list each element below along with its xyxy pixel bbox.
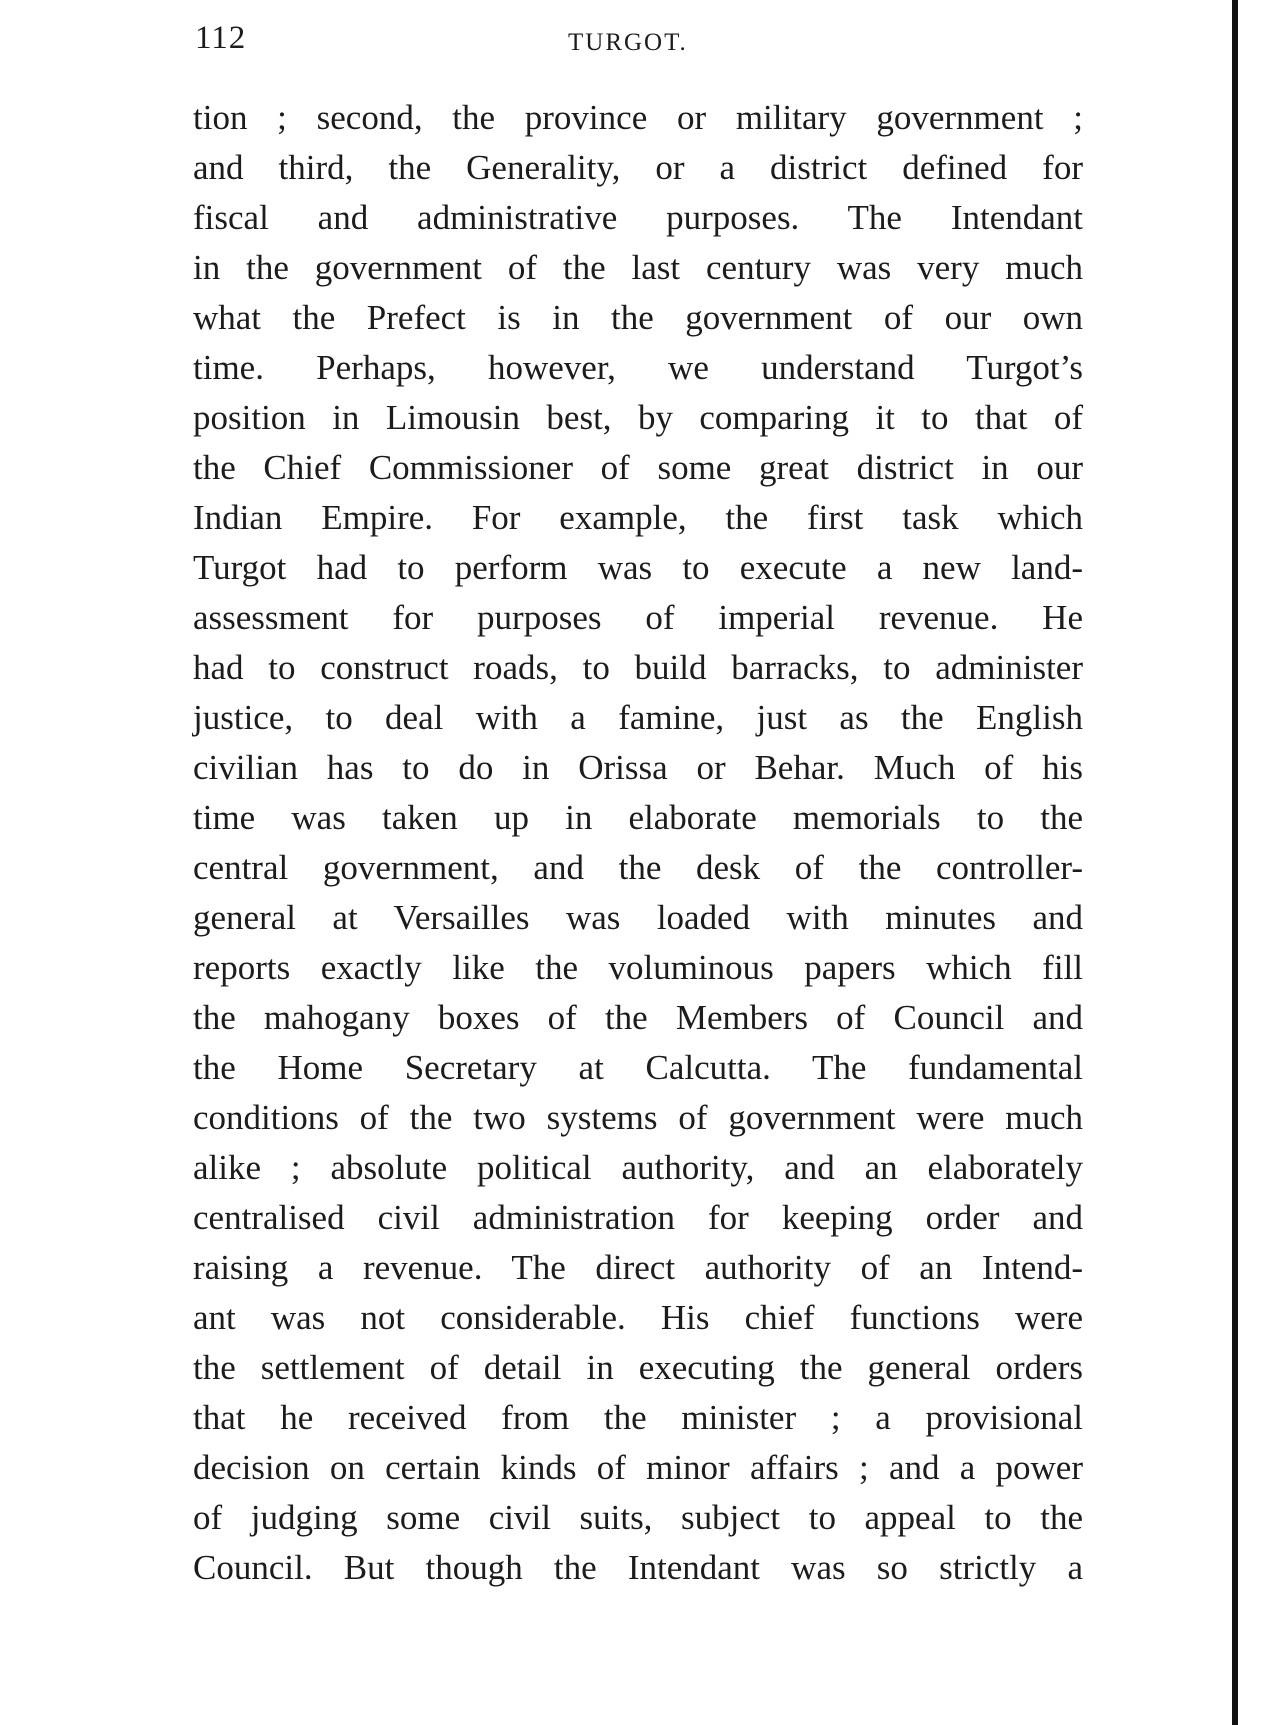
body-text (193, 93, 1083, 1593)
text-line: central government, and the desk of the controller- (193, 848, 1083, 887)
text-line: of judging some civil suits, subject to appeal to the (193, 1498, 1083, 1537)
text-line: the Home Secretary at Calcutta. The fundamental (193, 1048, 1083, 1087)
text-line: time was taken up in elaborate memorials to the (193, 798, 1083, 837)
text-line: had to construct roads, to build barracks, to administer (193, 648, 1083, 687)
text-line: that he received from the minister ; a provisional (193, 1398, 1083, 1437)
text-line: raising a revenue. The direct authority of an Intend- (193, 1248, 1083, 1287)
running-head: TURGOT. (568, 29, 688, 56)
text-line: centralised civil administration for keeping order and (193, 1198, 1083, 1237)
text-line: fiscal and administrative purposes. The Intendant (193, 198, 1083, 237)
text-line: and third, the Generality, or a district defined for (193, 148, 1083, 187)
text-line: Indian Empire. For example, the first task which (193, 498, 1083, 537)
page-number: 112 (195, 20, 247, 56)
text-line: civilian has to do in Orissa or Behar. Much of his (193, 748, 1083, 787)
text-line: decision on certain kinds of minor affairs ; and a power (193, 1448, 1083, 1487)
text-line: in the government of the last century was very much (193, 248, 1083, 287)
text-line: position in Limousin best, by comparing it to that of (193, 398, 1083, 437)
text-line: what the Prefect is in the government of our own (193, 298, 1083, 337)
text-line: assessment for purposes of imperial revenue. He (193, 598, 1083, 637)
text-line: Council. But though the Intendant was so strictly a (193, 1548, 1083, 1587)
text-line: reports exactly like the voluminous papers which fill (193, 948, 1083, 987)
text-line: the mahogany boxes of the Members of Council and (193, 998, 1083, 1037)
text-line: the settlement of detail in executing the general orders (193, 1348, 1083, 1387)
text-line: justice, to deal with a famine, just as the English (193, 698, 1083, 737)
text-line: Turgot had to perform was to execute a new land- (193, 548, 1083, 587)
page-edge-rule (1232, 0, 1238, 1725)
text-line: time. Perhaps, however, we understand Turgot’s (193, 348, 1083, 387)
text-line: alike ; absolute political authority, and an elaborately (193, 1148, 1083, 1187)
text-line: the Chief Commissioner of some great district in our (193, 448, 1083, 487)
text-line: conditions of the two systems of government were much (193, 1098, 1083, 1137)
text-line: general at Versailles was loaded with minutes and (193, 898, 1083, 937)
text-line: tion ; second, the province or military government ; (193, 98, 1083, 137)
text-line: ant was not considerable. His chief functions were (193, 1298, 1083, 1337)
